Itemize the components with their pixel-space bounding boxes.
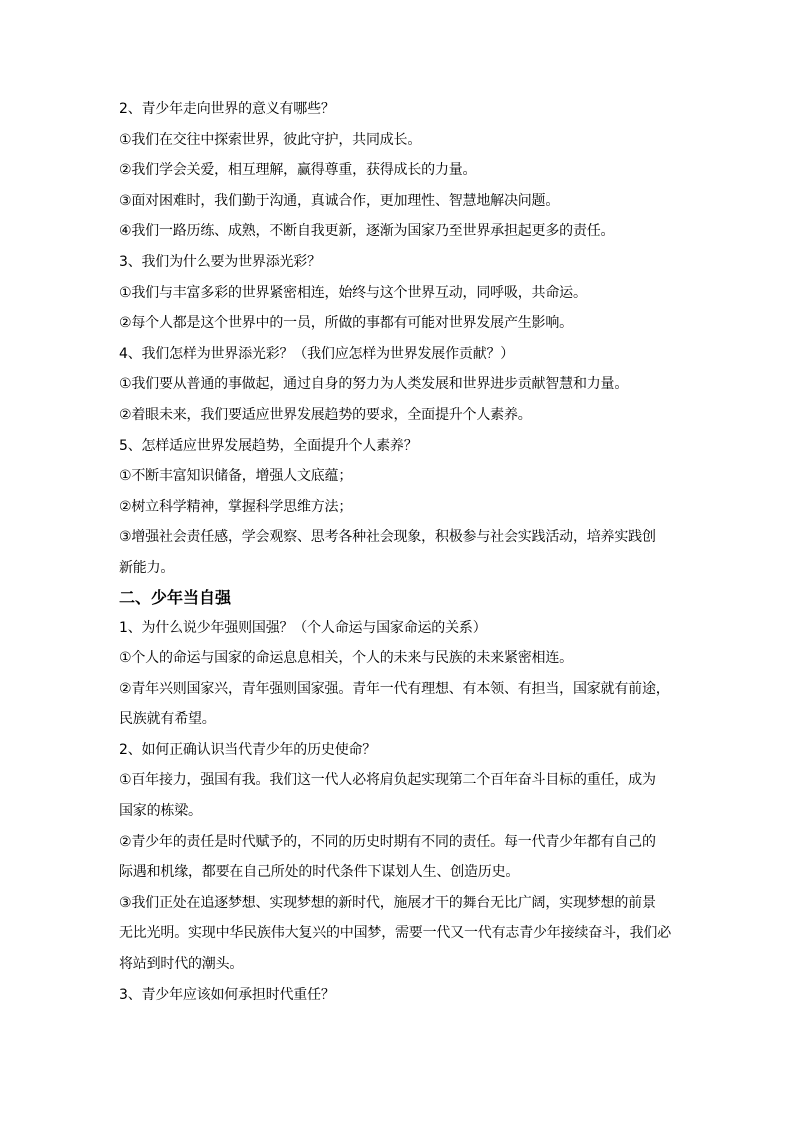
s2-question-3-heading: 3、青少年应该如何承担时代重任？ [119,986,335,1003]
s2-answer-2-point-3-cont-1: 无比光明。实现中华民族伟大复兴的中国梦，需要一代又一代有志青少年接续奋斗，我们必 [119,925,671,942]
s2-answer-1-point-1: ①个人的命运与国家的命运息息相关，个人的未来与民族的未来紧密相连。 [119,650,573,667]
s2-answer-2-point-2: ②青少年的责任是时代赋予的，不同的历史时期有不同的责任。每一代青少年都有自己的 [119,833,656,850]
answer-2-point-3: ③面对困难时，我们勤于沟通，真诚合作，更加理性、智慧地解决问题。 [119,192,560,209]
answer-3-point-2: ②每个人都是这个世界中的一员，所做的事都有可能对世界发展产生影响。 [119,315,573,332]
s2-answer-2-point-2-cont: 际遇和机缘，都要在自己所处的时代条件下谋划人生、创造历史。 [119,864,520,881]
s2-question-1-heading: 1、为什么说少年强则国强？（个人命运与国家命运的关系） [119,619,487,636]
answer-4-point-2: ②着眼未来，我们要适应世界发展趋势的要求，全面提升个人素养。 [119,406,532,423]
s2-answer-2-point-3-cont-2: 将站到时代的潮头。 [119,956,244,973]
s2-answer-2-point-1-cont: 国家的栋梁。 [119,803,202,820]
answer-5-point-3: ③增强社会责任感，学会观察、思考各种社会现象，积极参与社会实践活动，培养实践创 [119,529,656,546]
s2-question-2-heading: 2、如何正确认识当代青少年的历史使命？ [119,741,377,758]
s2-answer-1-point-2-cont: 民族就有希望。 [119,711,216,728]
question-5-heading: 5、怎样适应世界发展趋势，全面提升个人素养？ [119,437,418,454]
answer-5-point-2: ②树立科学精神，掌握科学思维方法； [119,498,353,515]
answer-5-point-3-cont: 新能力。 [119,559,175,576]
answer-3-point-1: ①我们与丰富多彩的世界紧密相连，始终与这个世界互动，同呼吸，共命运。 [119,284,587,301]
answer-4-point-1: ①我们要从普通的事做起，通过自身的努力为人类发展和世界进步贡献智慧和力量。 [119,376,629,393]
s2-answer-2-point-1: ①百年接力，强国有我。我们这一代人必将肩负起实现第二个百年奋斗目标的重任，成为 [119,772,656,789]
s2-answer-2-point-3: ③我们正处在追逐梦想、实现梦想的新时代，施展才干的舞台无比广阔，实现梦想的前景 [119,894,656,911]
answer-2-point-2: ②我们学会关爱，相互理解，赢得尊重，获得成长的力量。 [119,162,477,179]
question-3-heading: 3、我们为什么要为世界添光彩？ [119,253,321,270]
question-4-heading: 4、我们怎样为世界添光彩？（我们应怎样为世界发展作贡献？） [119,345,515,362]
answer-2-point-4: ④我们一路历练、成熟，不断自我更新，逐渐为国家乃至世界承担起更多的责任。 [119,223,615,240]
question-2-heading: 2、青少年走向世界的意义有哪些？ [119,101,335,117]
answer-5-point-1: ①不断丰富知识储备，增强人文底蕴； [119,468,353,485]
s2-answer-1-point-2: ②青年兴则国家兴，青年强则国家强。青年一代有理想、有本领、有担当，国家就有前途， [119,680,670,697]
document-page [119,100,679,1016]
section-2-title: 二、少年当自强 [119,587,232,607]
answer-2-point-1: ①我们在交往中探索世界，彼此守护，共同成长。 [119,131,422,148]
